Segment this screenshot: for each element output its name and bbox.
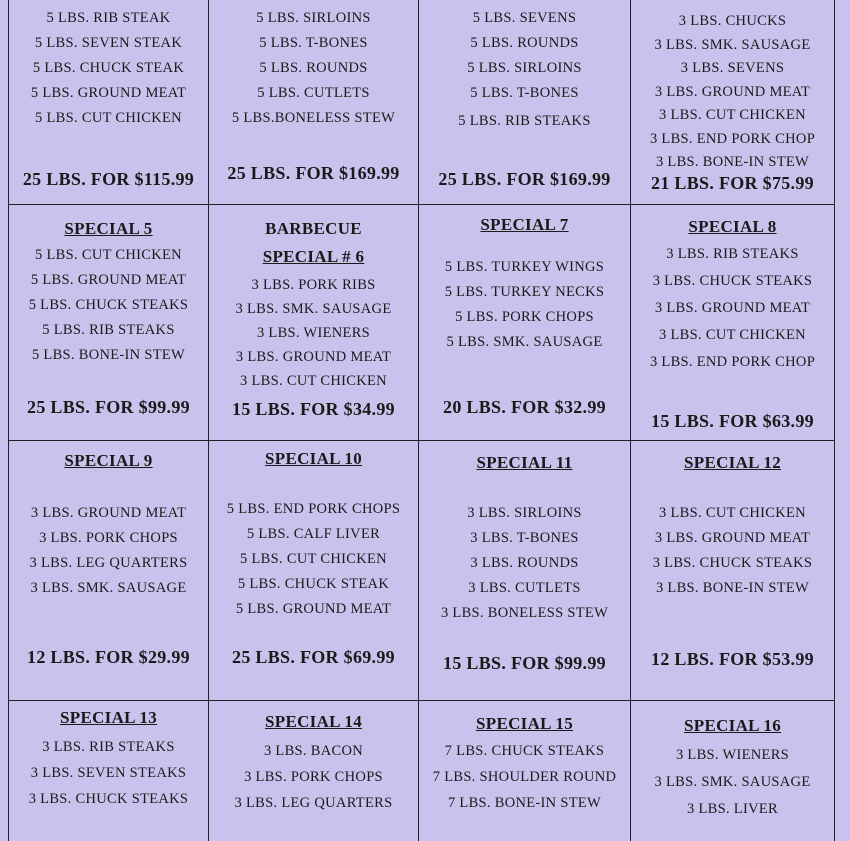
list-item: 5 LBS. T-BONES — [259, 35, 368, 51]
price-label: 15 LBS. FOR $63.99 — [651, 411, 814, 431]
list-item: 5 LBS. SIRLOINS — [467, 60, 582, 76]
special-title: SPECIAL 9 — [64, 451, 153, 470]
list-item: 5 LBS. SEVEN STEAK — [34, 35, 183, 51]
special-title-line1: BARBECUE — [265, 219, 362, 238]
special-cell — [631, 205, 835, 441]
item-list — [209, 0, 418, 131]
special-title: SPECIAL 15 — [476, 714, 573, 733]
list-item: 3 LBS. LEG QUARTERS — [234, 795, 393, 811]
list-item: 3 LBS. CHUCK STEAKS — [652, 273, 813, 289]
list-item: 3 LBS. BONE-IN STEW — [655, 154, 810, 170]
list-item: 3 LBS. WIENERS — [256, 325, 371, 341]
list-item: 5 LBS. CHUCK STEAKS — [28, 297, 189, 313]
list-item: 3 LBS. WIENERS — [675, 747, 790, 763]
list-item: 5 LBS.BONELESS STEW — [231, 110, 396, 126]
price-label: 21 LBS. FOR $75.99 — [651, 173, 814, 193]
price-label: 25 LBS. FOR $115.99 — [22, 169, 195, 189]
special-title: SPECIAL 16 — [684, 716, 781, 735]
list-item: 5 LBS. RIB STEAKS — [458, 113, 591, 129]
list-item: 5 LBS. CUT CHICKEN — [35, 247, 182, 263]
item-list — [631, 742, 834, 823]
list-item: 3 LBS. GROUND MEAT — [654, 83, 811, 100]
list-item: 5 LBS. GROUND MEAT — [30, 85, 187, 101]
list-item: 3 LBS. SMK. SAUSAGE — [654, 774, 811, 790]
list-item: 5 LBS. BONE-IN STEW — [31, 347, 186, 363]
special-title: SPECIAL 12 — [684, 453, 781, 472]
item-list — [419, 0, 630, 134]
price-label: 25 LBS. FOR $169.99 — [438, 169, 611, 189]
list-item: 3 LBS. CUT CHICKEN — [659, 327, 806, 343]
list-item: 3 LBS. CHUCKS — [678, 13, 787, 29]
list-item: 7 LBS. SHOULDER ROUND — [432, 769, 617, 785]
special-cell — [419, 205, 631, 441]
list-item: 3 LBS. GROUND MEAT — [654, 300, 811, 316]
price-label: 15 LBS. FOR $99.99 — [443, 653, 606, 673]
item-list — [419, 255, 630, 355]
list-item: 3 LBS. BONELESS STEW — [440, 605, 609, 621]
special-cell — [209, 205, 419, 441]
list-item: 5 LBS. CHUCK STEAK — [32, 60, 185, 76]
list-item: 5 LBS. TURKEY NECKS — [444, 284, 605, 300]
specials-grid — [8, 0, 835, 841]
list-item: 5 LBS. ROUNDS — [259, 60, 368, 76]
list-item: 5 LBS. SIRLOINS — [256, 10, 371, 26]
item-list — [419, 501, 630, 626]
list-item: 3 LBS. END PORK CHOP — [649, 130, 816, 147]
list-item: 5 LBS. GROUND MEAT — [30, 272, 187, 288]
list-item: 3 LBS. SEVENS — [680, 60, 785, 76]
list-item: 7 LBS. CHUCK STEAKS — [444, 743, 605, 759]
item-list — [631, 501, 834, 601]
price-label: 25 LBS. FOR $169.99 — [227, 163, 400, 183]
special-cell — [209, 441, 419, 701]
special-cell — [209, 701, 419, 841]
special-cell — [631, 441, 835, 701]
item-list — [9, 734, 208, 812]
list-item: 3 LBS. CUT CHICKEN — [659, 107, 806, 123]
list-item: 5 LBS. CUT CHICKEN — [240, 551, 387, 567]
item-list — [631, 0, 834, 175]
list-item: 3 LBS. RIB STEAKS — [42, 739, 175, 755]
special-title: SPECIAL 5 — [64, 219, 153, 238]
list-item: 3 LBS. CUTLETS — [468, 580, 581, 596]
special-cell — [419, 701, 631, 841]
list-item: 3 LBS. END PORK CHOP — [649, 354, 816, 370]
special-cell — [209, 0, 419, 205]
list-item: 3 LBS. LIVER — [686, 801, 778, 817]
item-list — [9, 501, 208, 601]
special-cell — [419, 0, 631, 205]
list-item: 5 LBS. SEVENS — [472, 10, 577, 26]
special-cell — [9, 701, 209, 841]
list-item: 3 LBS. GROUND MEAT — [235, 349, 392, 365]
list-item: 5 LBS. CUTLETS — [257, 85, 370, 101]
price-label: 12 LBS. FOR $29.99 — [27, 647, 190, 667]
special-cell — [9, 0, 209, 205]
list-item: 3 LBS. CHUCK STEAKS — [652, 555, 813, 571]
special-cell — [631, 701, 835, 841]
list-item: 3 LBS. SMK. SAUSAGE — [30, 580, 187, 596]
list-item: 5 LBS. CALF LIVER — [246, 526, 381, 542]
list-item: 3 LBS. SEVEN STEAKS — [30, 765, 187, 781]
list-item: 3 LBS. CUT CHICKEN — [240, 373, 387, 389]
special-cell — [9, 441, 209, 701]
item-list — [209, 738, 418, 816]
item-list — [9, 0, 208, 131]
list-item: 5 LBS. CUT CHICKEN — [35, 110, 182, 126]
list-item: 3 LBS. SMK. SAUSAGE — [235, 301, 392, 317]
list-item: 3 LBS. ROUNDS — [470, 555, 579, 571]
special-title: SPECIAL 13 — [60, 708, 157, 727]
item-list — [209, 497, 418, 622]
special-title: SPECIAL 14 — [265, 712, 362, 731]
price-label: 25 LBS. FOR $69.99 — [232, 647, 395, 667]
list-item: 7 LBS. BONE-IN STEW — [447, 795, 602, 811]
list-item: 3 LBS. GROUND MEAT — [30, 505, 187, 521]
list-item: 3 LBS. CUT CHICKEN — [659, 505, 806, 521]
list-item: 5 LBS. TURKEY WINGS — [444, 259, 605, 275]
price-label: 25 LBS. FOR $99.99 — [27, 397, 190, 417]
list-item: 5 LBS. END PORK CHOPS — [226, 501, 401, 517]
special-title: SPECIAL 11 — [476, 453, 573, 472]
item-list — [209, 273, 418, 393]
list-item: 5 LBS. ROUNDS — [470, 35, 579, 51]
list-item: 3 LBS. PORK CHOPS — [39, 530, 178, 546]
price-label: 12 LBS. FOR $53.99 — [651, 649, 814, 669]
special-cell — [631, 0, 835, 205]
item-list — [631, 241, 834, 376]
list-item: 5 LBS. RIB STEAK — [46, 10, 171, 26]
list-item: 3 LBS. PORK RIBS — [251, 277, 376, 293]
list-item: 3 LBS. SIRLOINS — [467, 505, 582, 521]
list-item: 3 LBS. CHUCK STEAKS — [28, 791, 189, 807]
special-cell — [419, 441, 631, 701]
list-item: 3 LBS. GROUND MEAT — [654, 530, 811, 546]
item-list — [419, 738, 630, 816]
special-title: SPECIAL 8 — [688, 217, 777, 236]
special-title-line2: SPECIAL # 6 — [262, 247, 365, 266]
list-item: 5 LBS. RIB STEAKS — [42, 322, 175, 338]
list-item: 5 LBS. GROUND MEAT — [235, 601, 392, 617]
list-item: 3 LBS. PORK CHOPS — [244, 769, 383, 785]
item-list — [9, 243, 208, 368]
list-item: 5 LBS. PORK CHOPS — [455, 309, 594, 325]
list-item: 3 LBS. T-BONES — [470, 530, 579, 546]
list-item: 3 LBS. RIB STEAKS — [666, 246, 799, 262]
list-item: 3 LBS. SMK. SAUSAGE — [654, 36, 811, 53]
price-label: 20 LBS. FOR $32.99 — [443, 397, 606, 417]
list-item: 5 LBS. CHUCK STEAK — [237, 576, 390, 592]
list-item: 3 LBS. LEG QUARTERS — [29, 555, 188, 571]
price-label: 15 LBS. FOR $34.99 — [232, 399, 395, 419]
special-title: SPECIAL 10 — [265, 449, 362, 468]
list-item: 3 LBS. BACON — [263, 743, 364, 759]
special-title: SPECIAL 7 — [480, 215, 569, 234]
list-item: 5 LBS. T-BONES — [470, 85, 579, 101]
special-cell — [9, 205, 209, 441]
list-item: 3 LBS. BONE-IN STEW — [655, 580, 810, 596]
list-item: 5 LBS. SMK. SAUSAGE — [446, 334, 603, 350]
